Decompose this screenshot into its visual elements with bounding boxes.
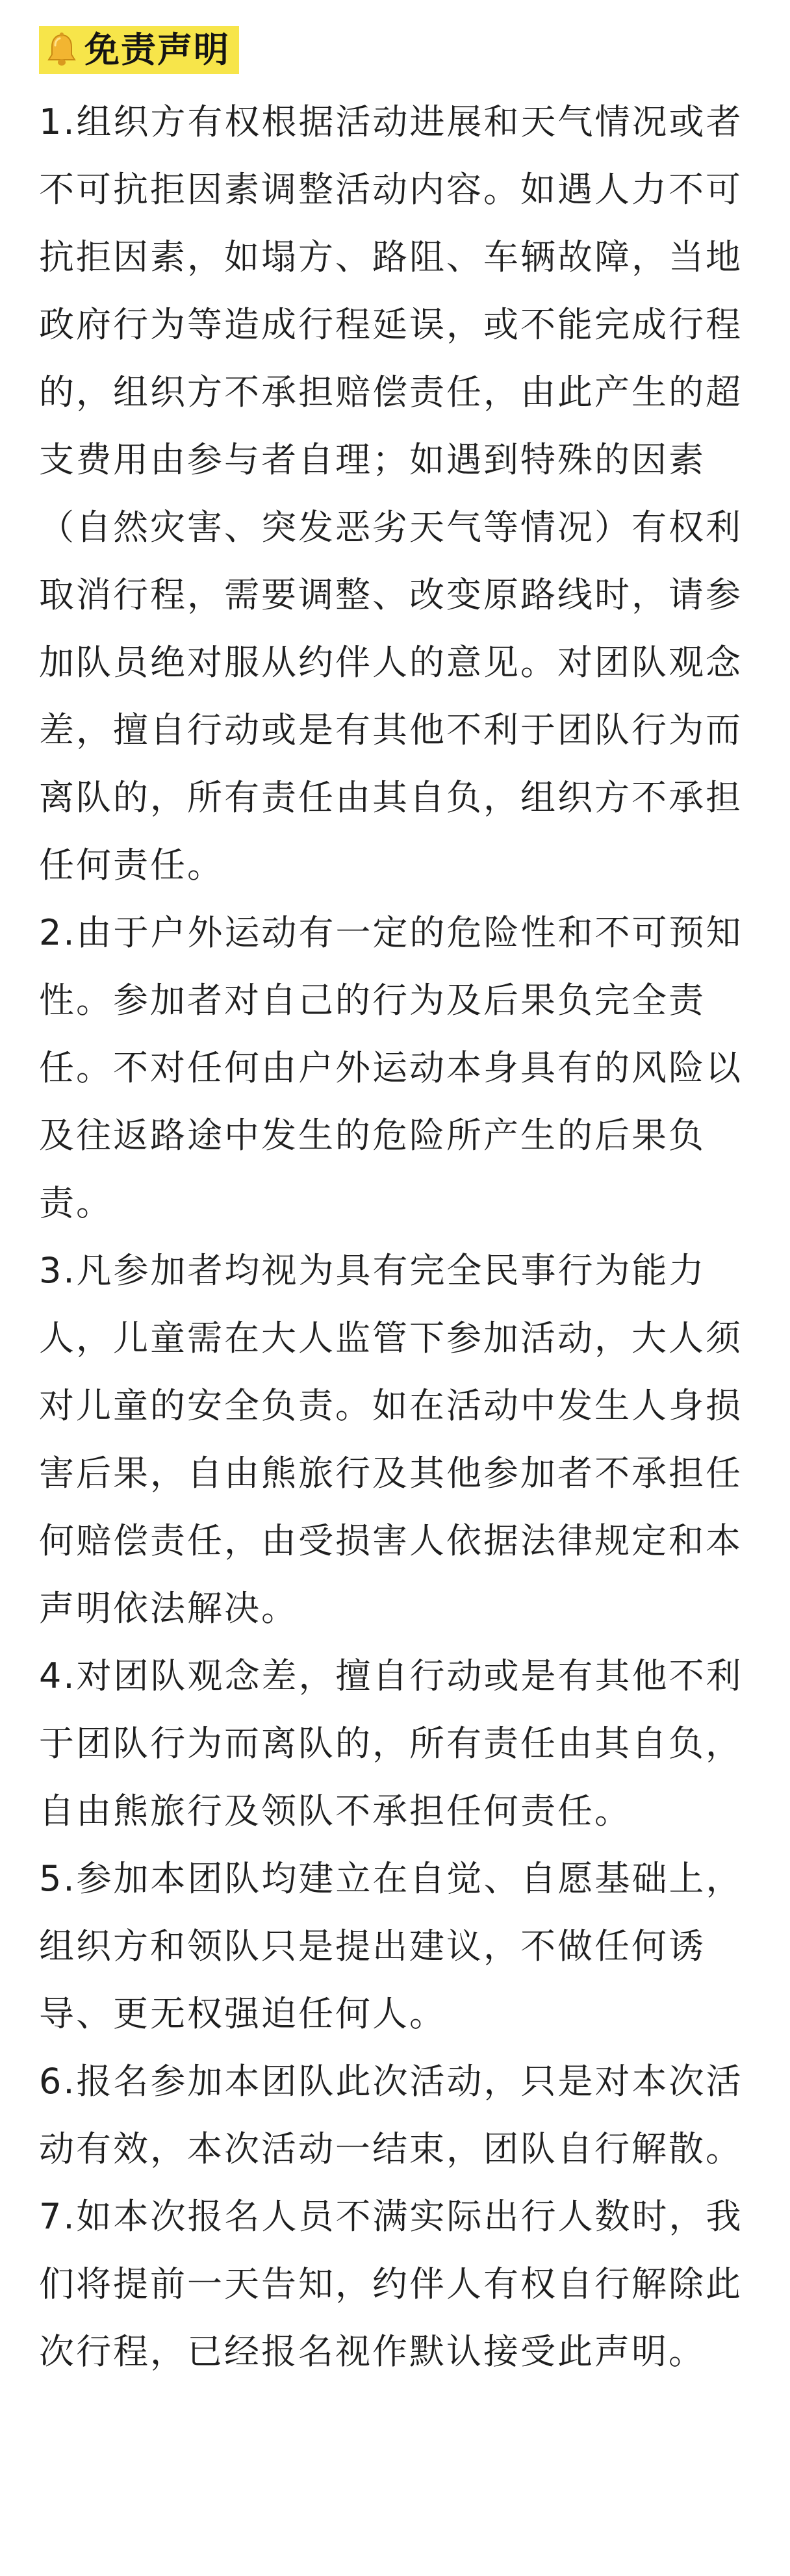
clause-5: 5.参加本团队均建立在自觉、自愿基础上，组织方和领队只是提出建议，不做任何诱导、更无权强迫任何人。 [39, 1858, 743, 2034]
bell-icon [43, 31, 81, 69]
page-title: 免责声明 [84, 29, 230, 70]
clause-2: 2.由于户外运动有一定的危险性和不可预知性。参加者对自己的行为及后果负完全责任。不对任何由户外运动本身具有的风险以及往返路途中发生的危险所产生的后果负责。 [39, 912, 743, 1223]
clause-4: 4.对团队观念差，擅自行动或是有其他不利于团队行为而离队的，所有责任由其自负，自由熊旅行及领队不承担任何责任。 [39, 1655, 743, 1831]
clause-3: 3.凡参加者均视为具有完全民事行为能力人，儿童需在大人监管下参加活动，大人须对儿童的安全负责。如在活动中发生人身损害后果，自由熊旅行及其他参加者不承担任何赔偿责任，由受损害人依据法律规定和本声明依法解决。 [39, 1250, 743, 1629]
clause-6: 6.报名参加本团队此次活动，只是对本次活动有效，本次活动一结束，团队自行解散。 [39, 2061, 743, 2169]
clause-1: 1.组织方有权根据活动进展和天气情况或者不可抗拒因素调整活动内容。如遇人力不可抗拒因素，如塌方、路阻、车辆故障，当地政府行为等造成行程延误，或不能完成行程的，组织方不承担赔偿责任，由此产生的超支费用由参与者自理；如遇到特殊的因素（自然灾害、突发恶劣天气等情况）有权利取消行程，需要调整、改变原路线时，请参加队员绝对服从约伴人的意见。对团队观念差，擅自行动或是有其他不利于团队行为而离队的，所有责任由其自负，组织方不承担任何责任。 [39, 101, 743, 886]
disclaimer-title [39, 26, 239, 74]
clause-7: 7.如本次报名人员不满实际出行人数时，我们将提前一天告知，约伴人有权自行解除此次行程，已经报名视作默认接受此声明。 [39, 2196, 743, 2372]
